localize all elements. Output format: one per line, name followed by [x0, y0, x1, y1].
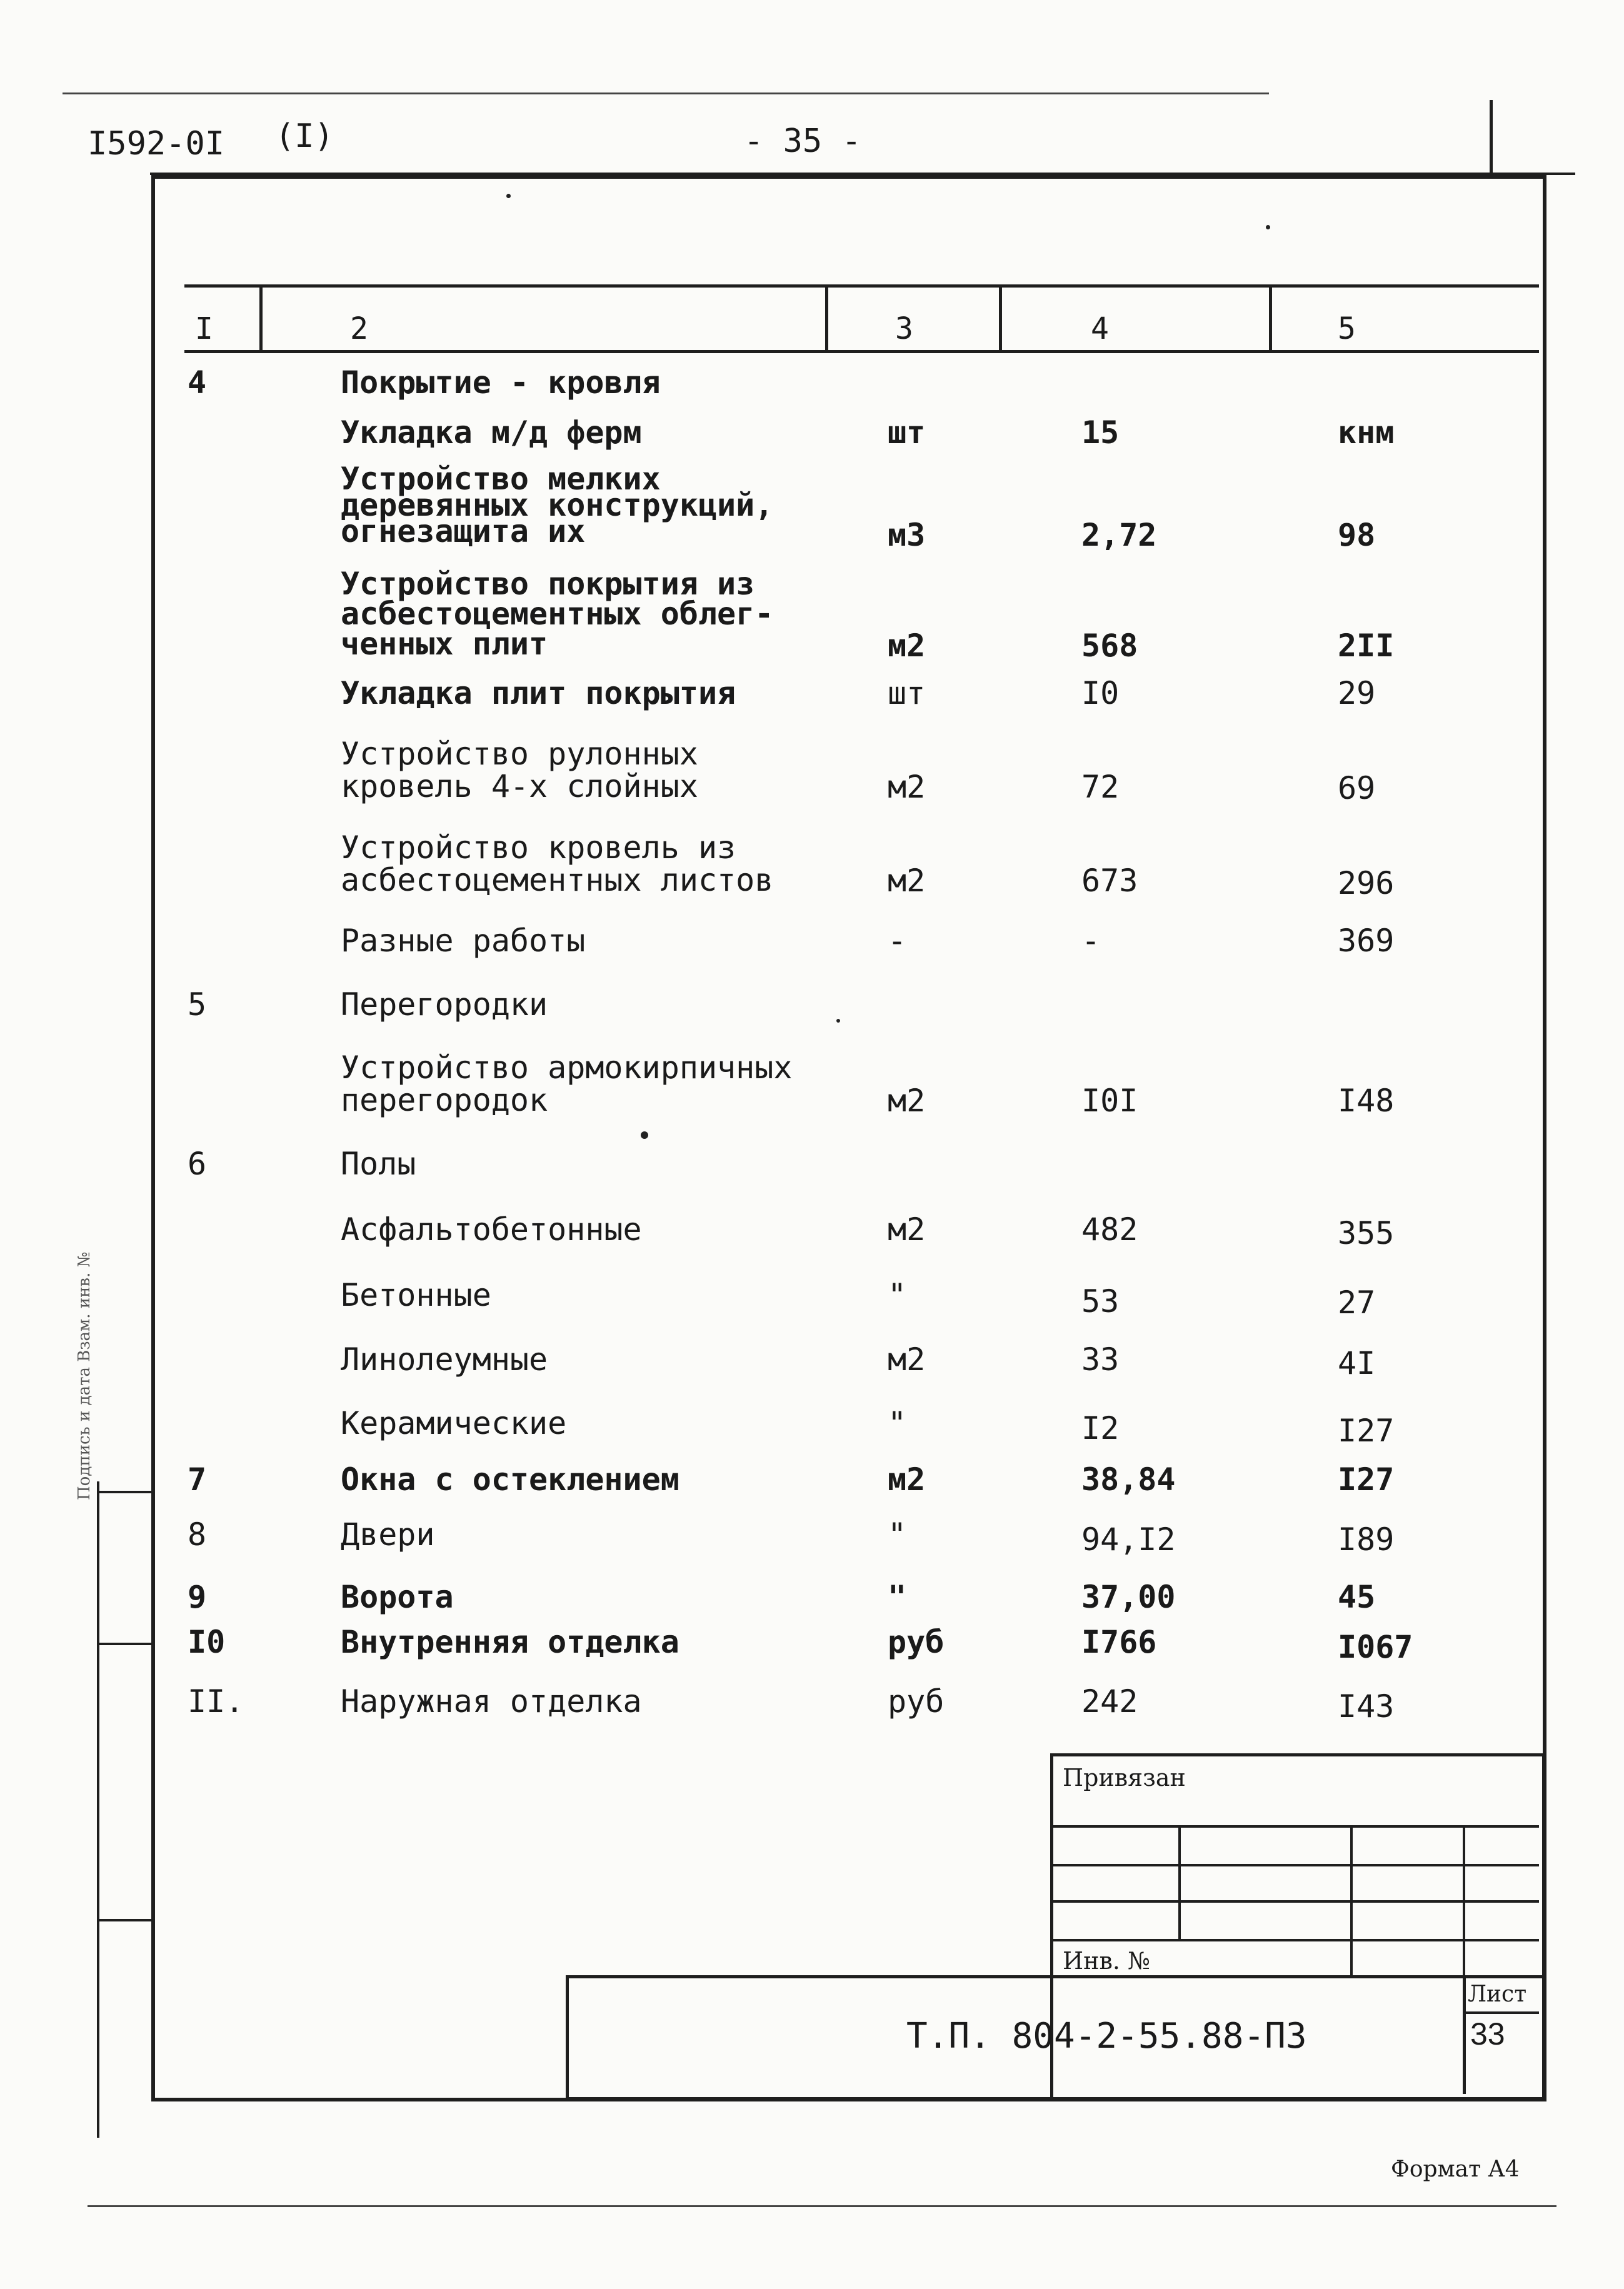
quantity: 482 — [1081, 1211, 1138, 1248]
scan-rule-top — [63, 93, 1269, 94]
work-name: Покрытие - кровля — [341, 364, 661, 401]
unit: м2 — [888, 628, 926, 664]
cost: I067 — [1338, 1629, 1413, 1665]
table-col-divider-1 — [259, 284, 263, 350]
row-number: I0 — [188, 1624, 226, 1660]
table-col-divider-3 — [999, 284, 1002, 350]
work-name: Укладка плит покрытия — [341, 675, 736, 711]
margin-strip-tick-2 — [97, 1919, 153, 1921]
cost: 69 — [1338, 770, 1376, 806]
unit: " — [888, 1579, 907, 1615]
unit: м2 — [888, 769, 926, 805]
work-name: Наружная отделка — [341, 1683, 642, 1720]
column-header-3: 3 — [895, 311, 913, 346]
stamp-rule-2 — [1050, 1864, 1539, 1866]
work-name: Асфальтобетонные — [341, 1211, 642, 1248]
column-header-5: 5 — [1338, 311, 1356, 346]
stamp-rule-3 — [1050, 1900, 1539, 1903]
table-col-divider-4 — [1269, 284, 1272, 350]
cost: 355 — [1338, 1215, 1395, 1251]
work-name: Укладка м/д ферм — [341, 414, 642, 451]
cost: I48 — [1338, 1083, 1395, 1119]
margin-strip-tick-3 — [97, 1643, 153, 1645]
quantity: - — [1081, 923, 1101, 959]
stamp-inv-label: Инв. № — [1063, 1947, 1150, 1975]
sheet-number: 33 — [1470, 2016, 1505, 2051]
unit: - — [888, 923, 907, 959]
scan-speck — [836, 1019, 840, 1023]
quantity: I0I — [1081, 1083, 1138, 1119]
work-name: Керамические — [341, 1405, 567, 1441]
page-number: - 35 - — [744, 123, 861, 160]
scan-speck — [1266, 225, 1270, 229]
quantity: 673 — [1081, 863, 1138, 899]
table-head-rule — [184, 350, 1539, 353]
row-number: 6 — [188, 1146, 207, 1182]
work-name: Перегородки — [341, 986, 548, 1023]
unit: м3 — [888, 517, 926, 553]
cost: 45 — [1338, 1579, 1376, 1615]
scan-speck — [506, 194, 511, 198]
row-number: 4 — [188, 364, 207, 401]
cost: I27 — [1338, 1461, 1395, 1498]
paper-format: Формат А4 — [1391, 2156, 1520, 2182]
table-top-rule — [184, 284, 1539, 288]
stamp-rule-1 — [1050, 1825, 1539, 1828]
cost: I43 — [1338, 1688, 1395, 1725]
quantity: 33 — [1081, 1341, 1120, 1378]
work-name: Ворота — [341, 1579, 454, 1615]
stamp-rule-4 — [1050, 1939, 1539, 1941]
cost: 296 — [1338, 865, 1395, 901]
quantity: I2 — [1081, 1410, 1120, 1446]
margin-note: Подпись и дата Взам. инв. № — [75, 1251, 94, 1500]
volume-number: (I) — [275, 118, 334, 155]
unit: руб — [888, 1624, 945, 1660]
quantity: 53 — [1081, 1283, 1120, 1320]
cost: I89 — [1338, 1521, 1395, 1558]
unit: шт — [888, 675, 926, 711]
row-number: 9 — [188, 1579, 207, 1615]
column-header-2: 2 — [350, 311, 368, 346]
quantity: 15 — [1081, 414, 1120, 451]
series-number: I592-0I — [88, 125, 225, 163]
unit: м2 — [888, 1083, 926, 1119]
work-name: Разные работы — [341, 923, 586, 959]
cost: 98 — [1338, 517, 1376, 553]
row-number: 5 — [188, 986, 207, 1023]
sheet-cell-divider — [1463, 1975, 1466, 2094]
row-number: II. — [188, 1683, 244, 1720]
quantity: 94,I2 — [1081, 1521, 1176, 1558]
sheet-label: Лист — [1468, 1981, 1527, 2007]
cost: 27 — [1338, 1285, 1376, 1321]
sheet-cell-rule — [1463, 2011, 1539, 2014]
table-col-divider-2 — [825, 284, 828, 350]
row-number: 7 — [188, 1461, 207, 1498]
cost: 4I — [1338, 1345, 1376, 1381]
margin-strip-tick-1 — [97, 1491, 153, 1493]
quantity: I766 — [1081, 1624, 1157, 1660]
unit: м2 — [888, 1341, 926, 1378]
unit: м2 — [888, 1211, 926, 1248]
work-name: Устройство покрытия из асбестоцементных облег- ченных плит — [341, 566, 774, 662]
work-name: Устройство мелких деревянных конструкций, огнезащита их — [341, 461, 774, 549]
work-name: Окна с остеклением — [341, 1461, 679, 1498]
column-header-4: 4 — [1091, 311, 1109, 346]
unit: руб — [888, 1683, 945, 1720]
cost: I27 — [1338, 1413, 1395, 1449]
unit: м2 — [888, 1461, 926, 1498]
margin-strip-line — [97, 1481, 99, 2138]
quantity: I0 — [1081, 675, 1120, 711]
unit: шт — [888, 414, 926, 451]
work-name: Внутренняя отделка — [341, 1624, 679, 1660]
quantity: 242 — [1081, 1683, 1138, 1720]
work-name: Линолеумные — [341, 1341, 548, 1378]
cost: кнм — [1338, 414, 1395, 451]
work-name: Устройство рулонных кровель 4-х слойных — [341, 736, 698, 804]
work-name: Устройство армокирпичных перегородок — [341, 1049, 793, 1118]
row-number: 8 — [188, 1516, 207, 1553]
column-header-1: I — [195, 311, 213, 346]
scan-rule-bottom — [88, 2205, 1556, 2207]
stamp-col-1 — [1178, 1825, 1181, 1939]
quantity: 2,72 — [1081, 517, 1157, 553]
unit: " — [888, 1277, 907, 1313]
cost: 29 — [1338, 675, 1376, 711]
work-name: Двери — [341, 1516, 435, 1553]
quantity: 72 — [1081, 769, 1120, 805]
cost: 369 — [1338, 923, 1395, 959]
work-name: Бетонные — [341, 1277, 491, 1313]
stamp-attached-label: Привязан — [1063, 1764, 1186, 1791]
work-name: Устройство кровель из асбестоцементных листов — [341, 829, 774, 898]
quantity: 568 — [1081, 628, 1138, 664]
header-right-tick — [1490, 100, 1493, 175]
cost: 2II — [1338, 628, 1395, 664]
document-number: Т.П. 804-2-55.88-ПЗ — [906, 2016, 1307, 2056]
unit: м2 — [888, 863, 926, 899]
quantity: 37,00 — [1081, 1579, 1176, 1615]
quantity: 38,84 — [1081, 1461, 1176, 1498]
scan-speck — [641, 1131, 648, 1139]
unit: " — [888, 1516, 907, 1553]
stamp-col-2 — [1350, 1825, 1353, 1975]
work-name: Полы — [341, 1146, 416, 1182]
unit: " — [888, 1405, 907, 1441]
